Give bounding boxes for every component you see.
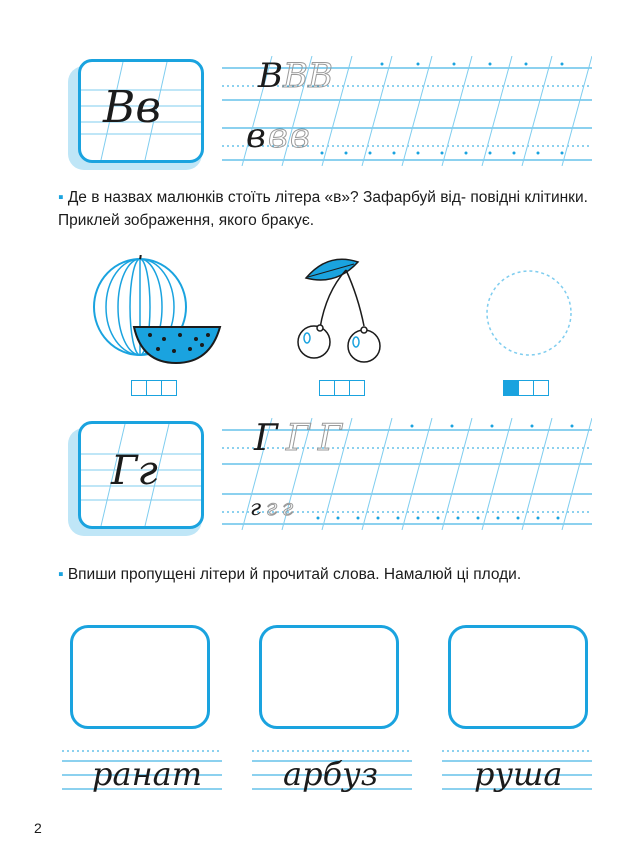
trace-lower-v-2: в	[290, 116, 310, 156]
draw-box-3[interactable]	[448, 625, 588, 729]
trace-upper-g-2: Г	[318, 418, 342, 459]
letter-card-v-text: Вв	[103, 82, 161, 133]
letter-card-g	[78, 421, 204, 529]
cell[interactable]	[319, 380, 335, 396]
trace-upper-v-2: В	[308, 56, 333, 96]
cell[interactable]	[131, 380, 147, 396]
cell[interactable]	[334, 380, 350, 396]
instruction-1	[58, 186, 598, 232]
instruction-1-text: Де в назвах малюнків стоїть літера «в»? Зафарбуй від- повідні клітинки. Приклей зображення, якого бракує.	[58, 189, 588, 229]
letter-cells-cherries[interactable]	[319, 380, 364, 396]
sample-lower-g: г	[250, 496, 262, 521]
letter-cells-watermelon[interactable]	[131, 380, 176, 396]
draw-box-2[interactable]	[259, 625, 399, 729]
bullet-icon: ▪	[58, 566, 68, 583]
watermelon-picture	[90, 255, 225, 365]
trace-lower-v-1: в	[268, 116, 288, 156]
trace-upper-v-1: В	[283, 56, 308, 96]
cell[interactable]	[161, 380, 177, 396]
cell[interactable]	[533, 380, 549, 396]
instruction-2-text: Впиши пропущені літери й прочитай слова. Намалюй ці плоди.	[67, 566, 522, 583]
sticker-placeholder[interactable]	[484, 268, 574, 358]
word-1: ранат	[92, 755, 203, 793]
sample-upper-v: В	[258, 56, 283, 96]
trace-lower-g-1: г	[266, 496, 278, 521]
word-3: руша	[474, 755, 563, 793]
trace-lower-g-2: г	[282, 496, 294, 521]
bullet-icon: ▪	[58, 189, 68, 206]
cherries-picture	[292, 252, 402, 367]
cell[interactable]	[349, 380, 365, 396]
cell-filled[interactable]	[503, 380, 519, 396]
letter-cells-sticker[interactable]	[503, 380, 548, 396]
draw-box-1[interactable]	[70, 625, 210, 729]
cell[interactable]	[146, 380, 162, 396]
cell[interactable]	[518, 380, 534, 396]
letter-card-g-text: Гг	[111, 448, 158, 494]
sample-upper-g: Г	[254, 418, 278, 459]
page-number: 2	[34, 820, 42, 836]
letter-card-v	[78, 59, 204, 163]
instruction-2	[58, 563, 598, 586]
trace-upper-g-1: Г	[286, 418, 310, 459]
word-2: арбуз	[283, 755, 379, 793]
sample-lower-v: в	[246, 116, 266, 156]
